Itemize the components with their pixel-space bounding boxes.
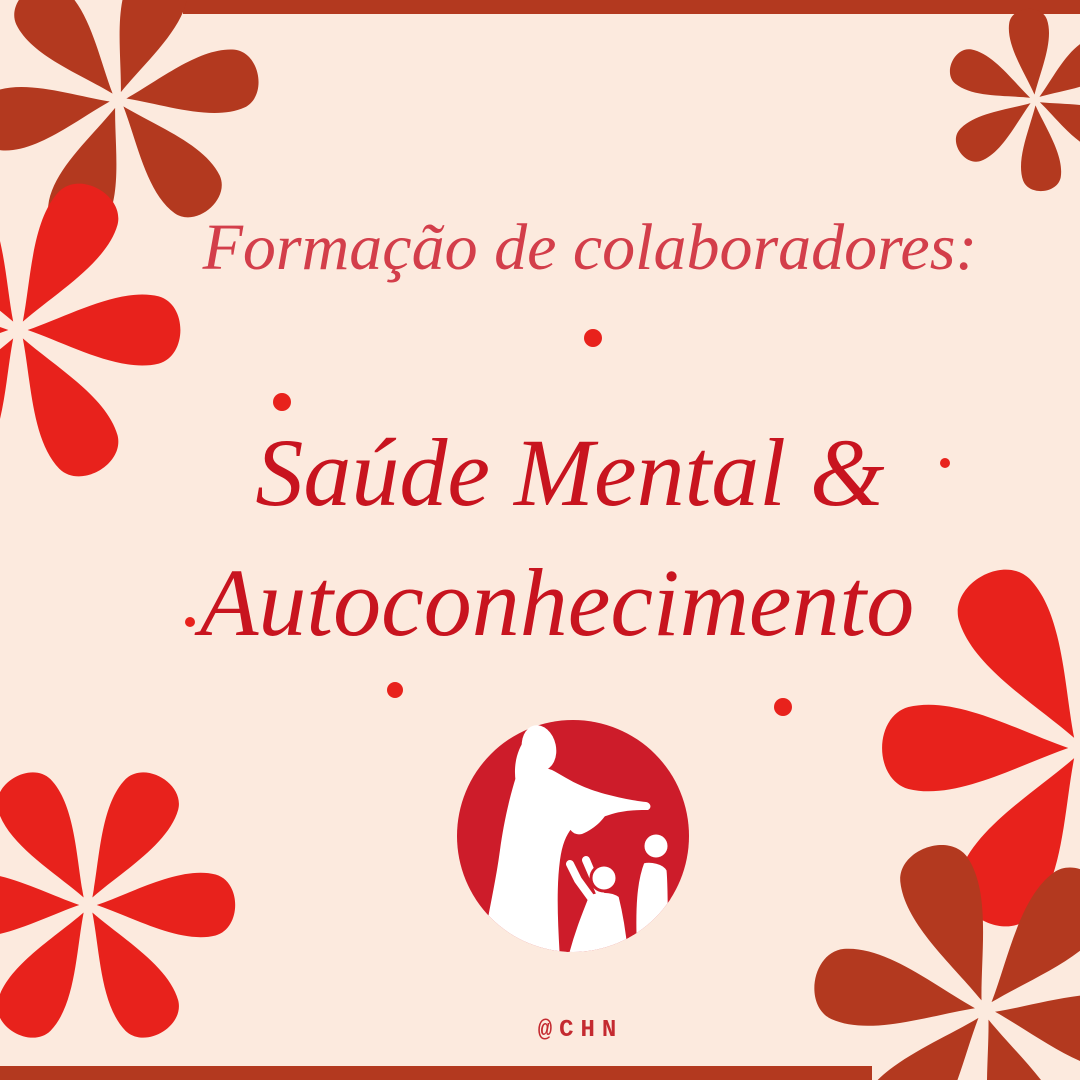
decor-dot (584, 329, 602, 347)
subtitle: Formação de colaboradores: (202, 211, 978, 284)
top-border-bar (183, 0, 1080, 14)
child-tall-head (643, 833, 669, 859)
social-handle: @CHN (537, 1017, 624, 1044)
title-line-1: Saúde Mental & (255, 419, 885, 526)
child-small-head (591, 865, 617, 891)
title-line-2: Autoconhecimento (199, 549, 915, 656)
decor-dot (387, 682, 403, 698)
bottom-border-bar (0, 1066, 872, 1080)
decor-dot (273, 393, 291, 411)
decor-dot (774, 698, 792, 716)
